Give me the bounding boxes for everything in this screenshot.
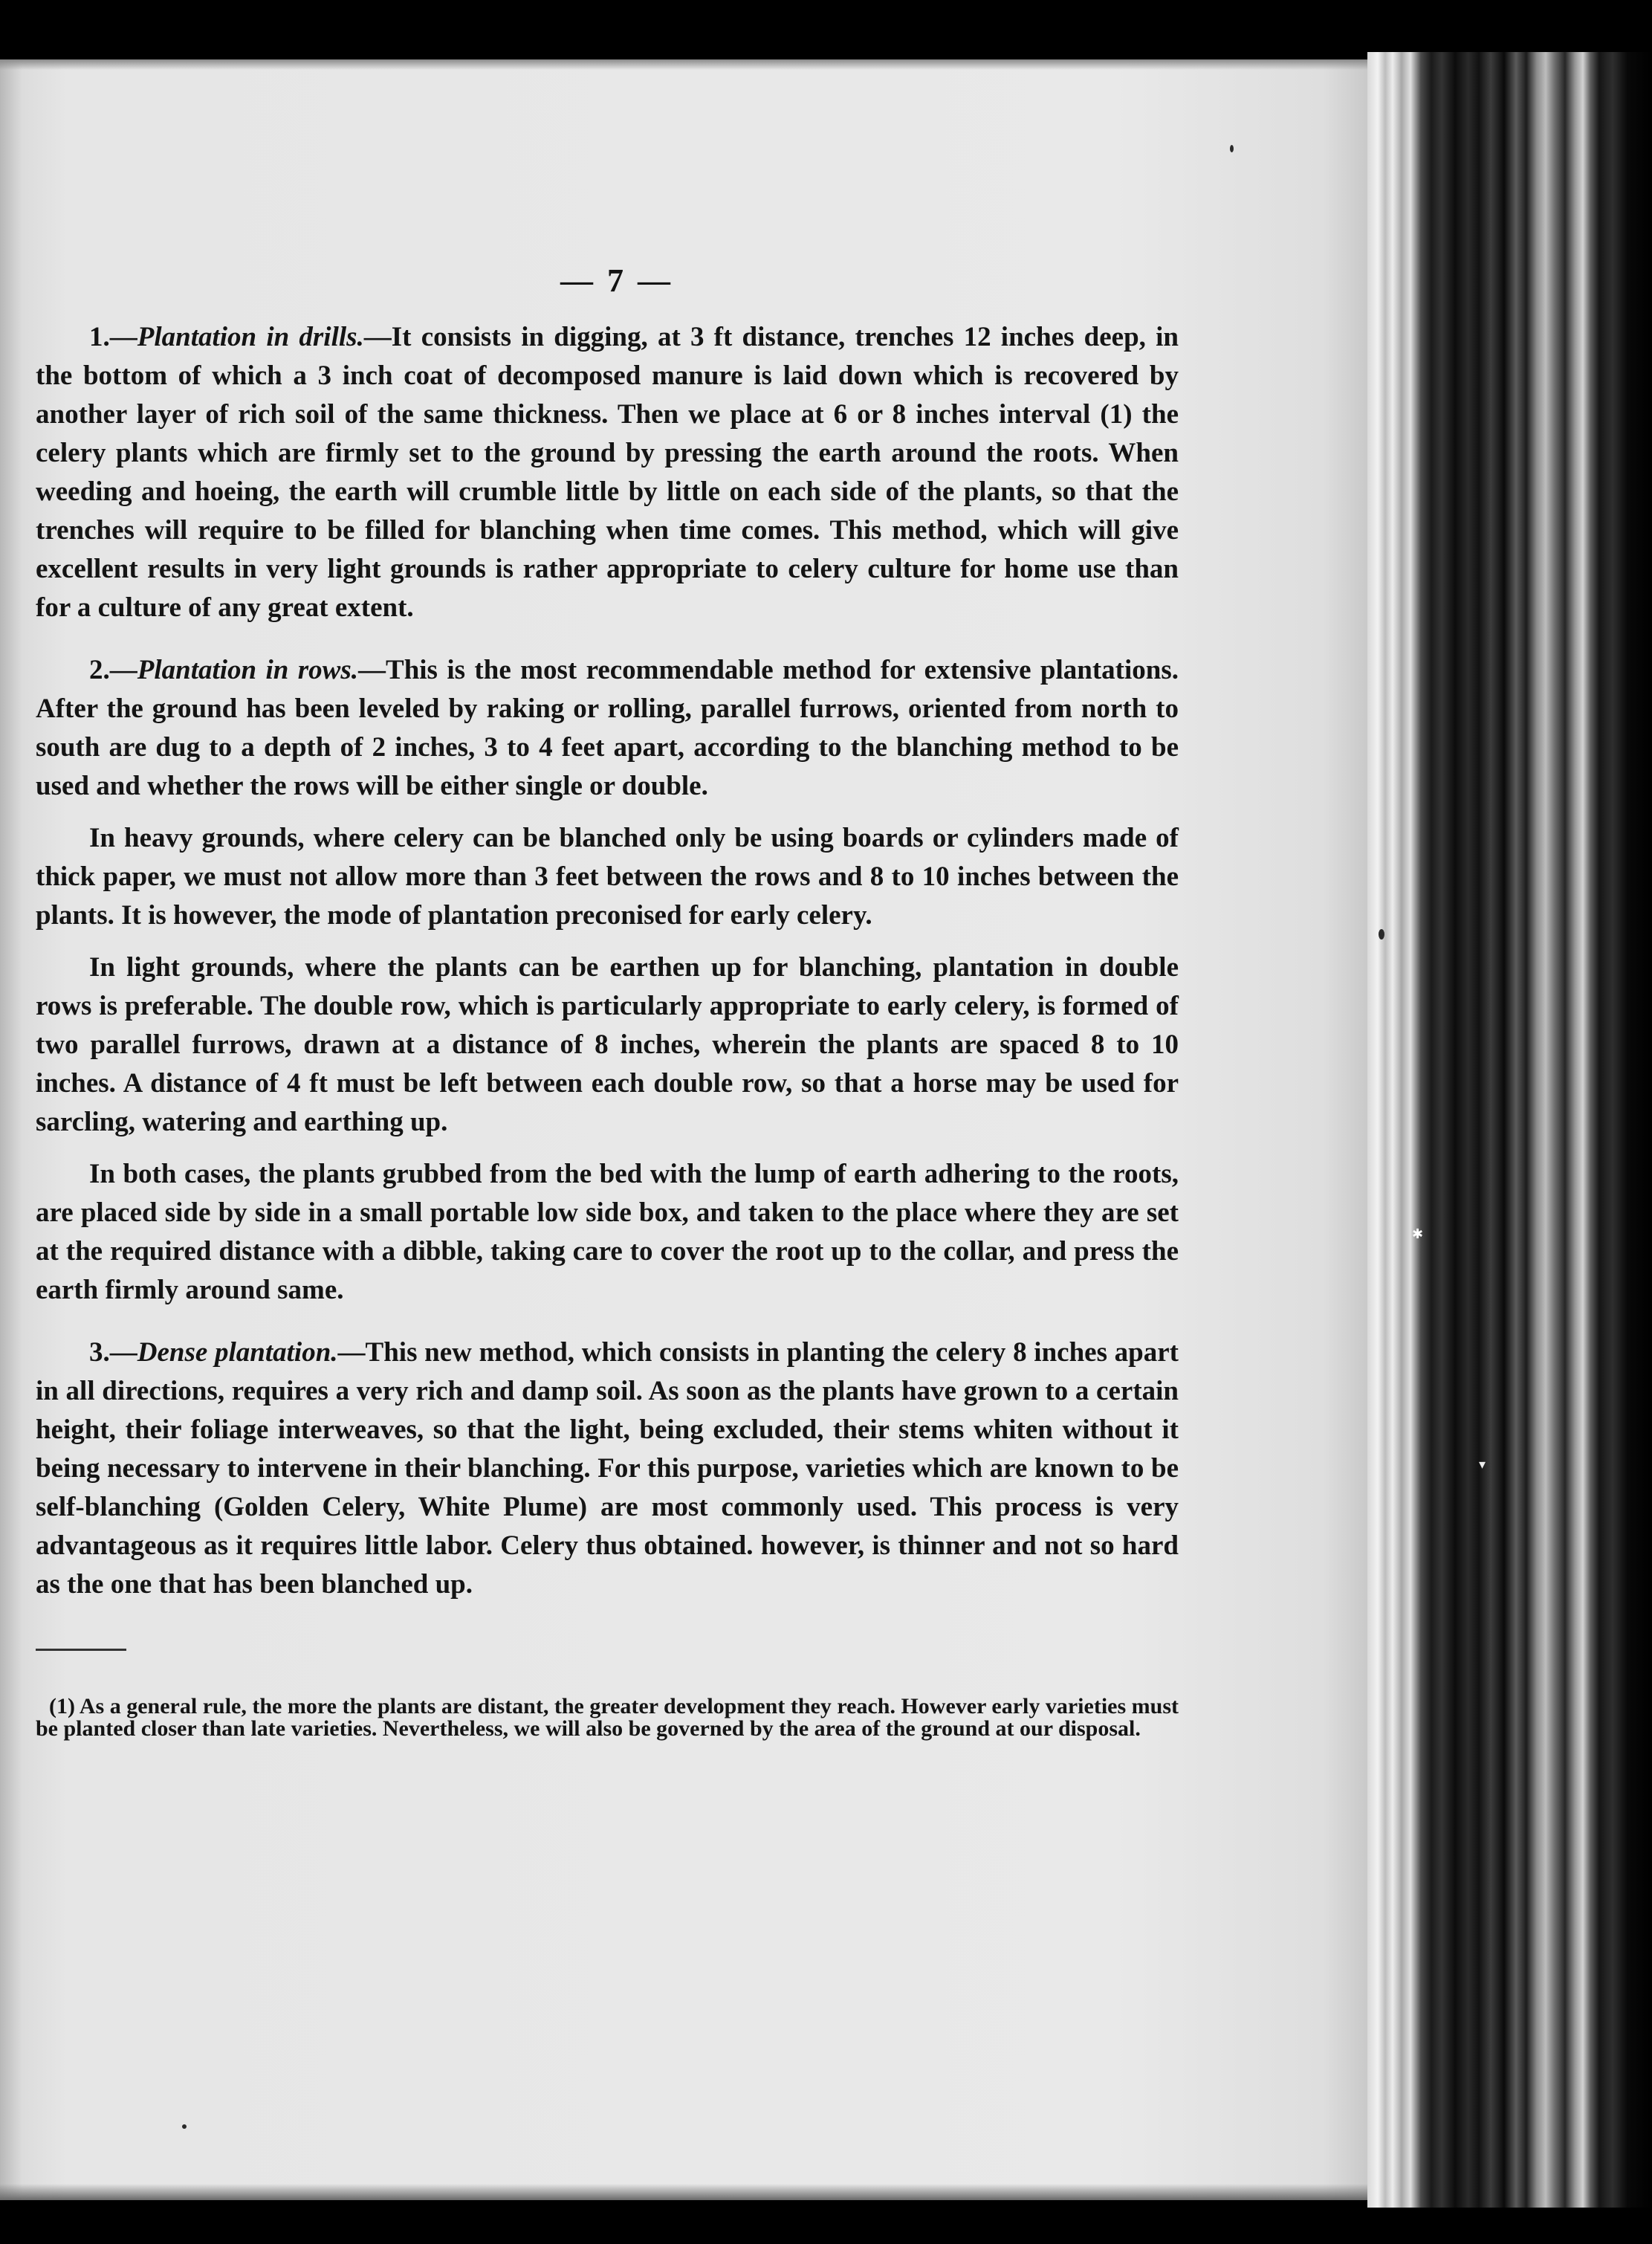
paragraph-text: This is the most recommendable method for extensive plantations. After the ground has been leveled by raking or rolling, parallel furrows, oriented from north to south are dug to a depth of 2 inches, 3 to 4 feet apart, according to the blanching method to be used and whether the rows will be either single or double. [36,655,1179,801]
section-number: 2.— [89,655,137,685]
page-bottom-shadow [0,2184,1367,2200]
paragraph-text: In heavy grounds, where celery can be blanched only be using boards or cylinders made of thick paper, we must not allow more than 3 feet between the rows and 8 to 10 inches between the plants. It is however, the mode of plantation preconised for early celery. [36,823,1179,931]
paragraph-text: This new method, which consists in planting the celery 8 inches apart in all directions, requires a very rich and damp soil. As soon as the plants have grown to a certain height, their foliage interweaves, so that the light, being excluded, their stems whiten without it being necessary to intervene in their blanching. For this purpose, varieties which are known to be self-blanching (Golden Celery, White Plume) are most commonly used. This process is very advantageous as it requires little labor. Celery thus obtained. however, is thinner and not so hard as the one that has been blanched up. [36,1337,1179,1600]
paragraph-heavy-grounds [36,819,1179,935]
scan-speck [1379,929,1384,940]
scan-speck [1230,145,1234,152]
paragraph-dense-plantation [36,1333,1179,1604]
heading-dash: — [358,655,386,685]
paragraph-plantation-in-drills [36,318,1179,627]
section-heading: Plantation in rows. [137,655,359,685]
heading-dash: — [337,1337,366,1368]
paragraph-both-cases [36,1155,1179,1310]
spine-speck: ▾ [1479,1457,1486,1472]
paragraph-text: In both cases, the plants grubbed from the bed with the lump of earth adhering to the roots, are placed side by side in a small portable low side box, and taken to the place where they are set at the required distance with a dibble, taking care to cover the root up to the collar, and press the earth firmly around same. [36,1159,1179,1305]
section-number: 1.— [89,322,137,352]
page-number: — 7 — [560,262,673,299]
scan-speck [182,2124,187,2129]
section-heading: Plantation in drills. [137,322,364,352]
heading-dash: — [363,322,392,352]
section-number: 3.— [89,1337,137,1368]
paragraph-text: It consists in digging, at 3 ft distance, trenches 12 inches deep, in the bottom of which a 3 inch coat of decomposed manure is laid down which is recovered by another layer of rich soil of the same thickness. Then we place at 6 or 8 inches interval (1) the celery plants which are firmly set to the ground by pressing the earth around the roots. When weeding and hoeing, the earth will crumble little by little on each side of the plants, so that the trenches will require to be filled for blanching when time comes. This method, which will give excellent results in very light grounds is rather appropriate to celery culture for home use than for a culture of any great extent. [36,322,1179,623]
paragraph-text: In light grounds, where the plants can be earthen up for blanching, plantation in double rows is preferable. The double row, which is particularly appropriate to early celery, is formed of two parallel furrows, drawn at a distance of 8 inches, wherein the plants are spaced 8 to 10 inches. A distance of 4 ft must be left between each double row, so that a horse may be used for sarcling, watering and earthing up. [36,952,1179,1137]
paragraph-plantation-in-rows [36,651,1179,806]
book-spine-edge [1367,52,1652,2208]
footnote-rule [36,1649,126,1651]
body-text [36,262,1179,1740]
footnote: (1) As a general rule, the more the plants are distant, the greater development they reach. However early varieties must be planted closer than late varieties. Nevertheless, we will also be governed by the area of the ground at our disposal. [36,1694,1179,1741]
spine-speck: ✱ [1412,1226,1424,1242]
page-top-shadow [0,59,1367,70]
section-heading: Dense plantation. [137,1337,338,1368]
paragraph-light-grounds [36,948,1179,1142]
